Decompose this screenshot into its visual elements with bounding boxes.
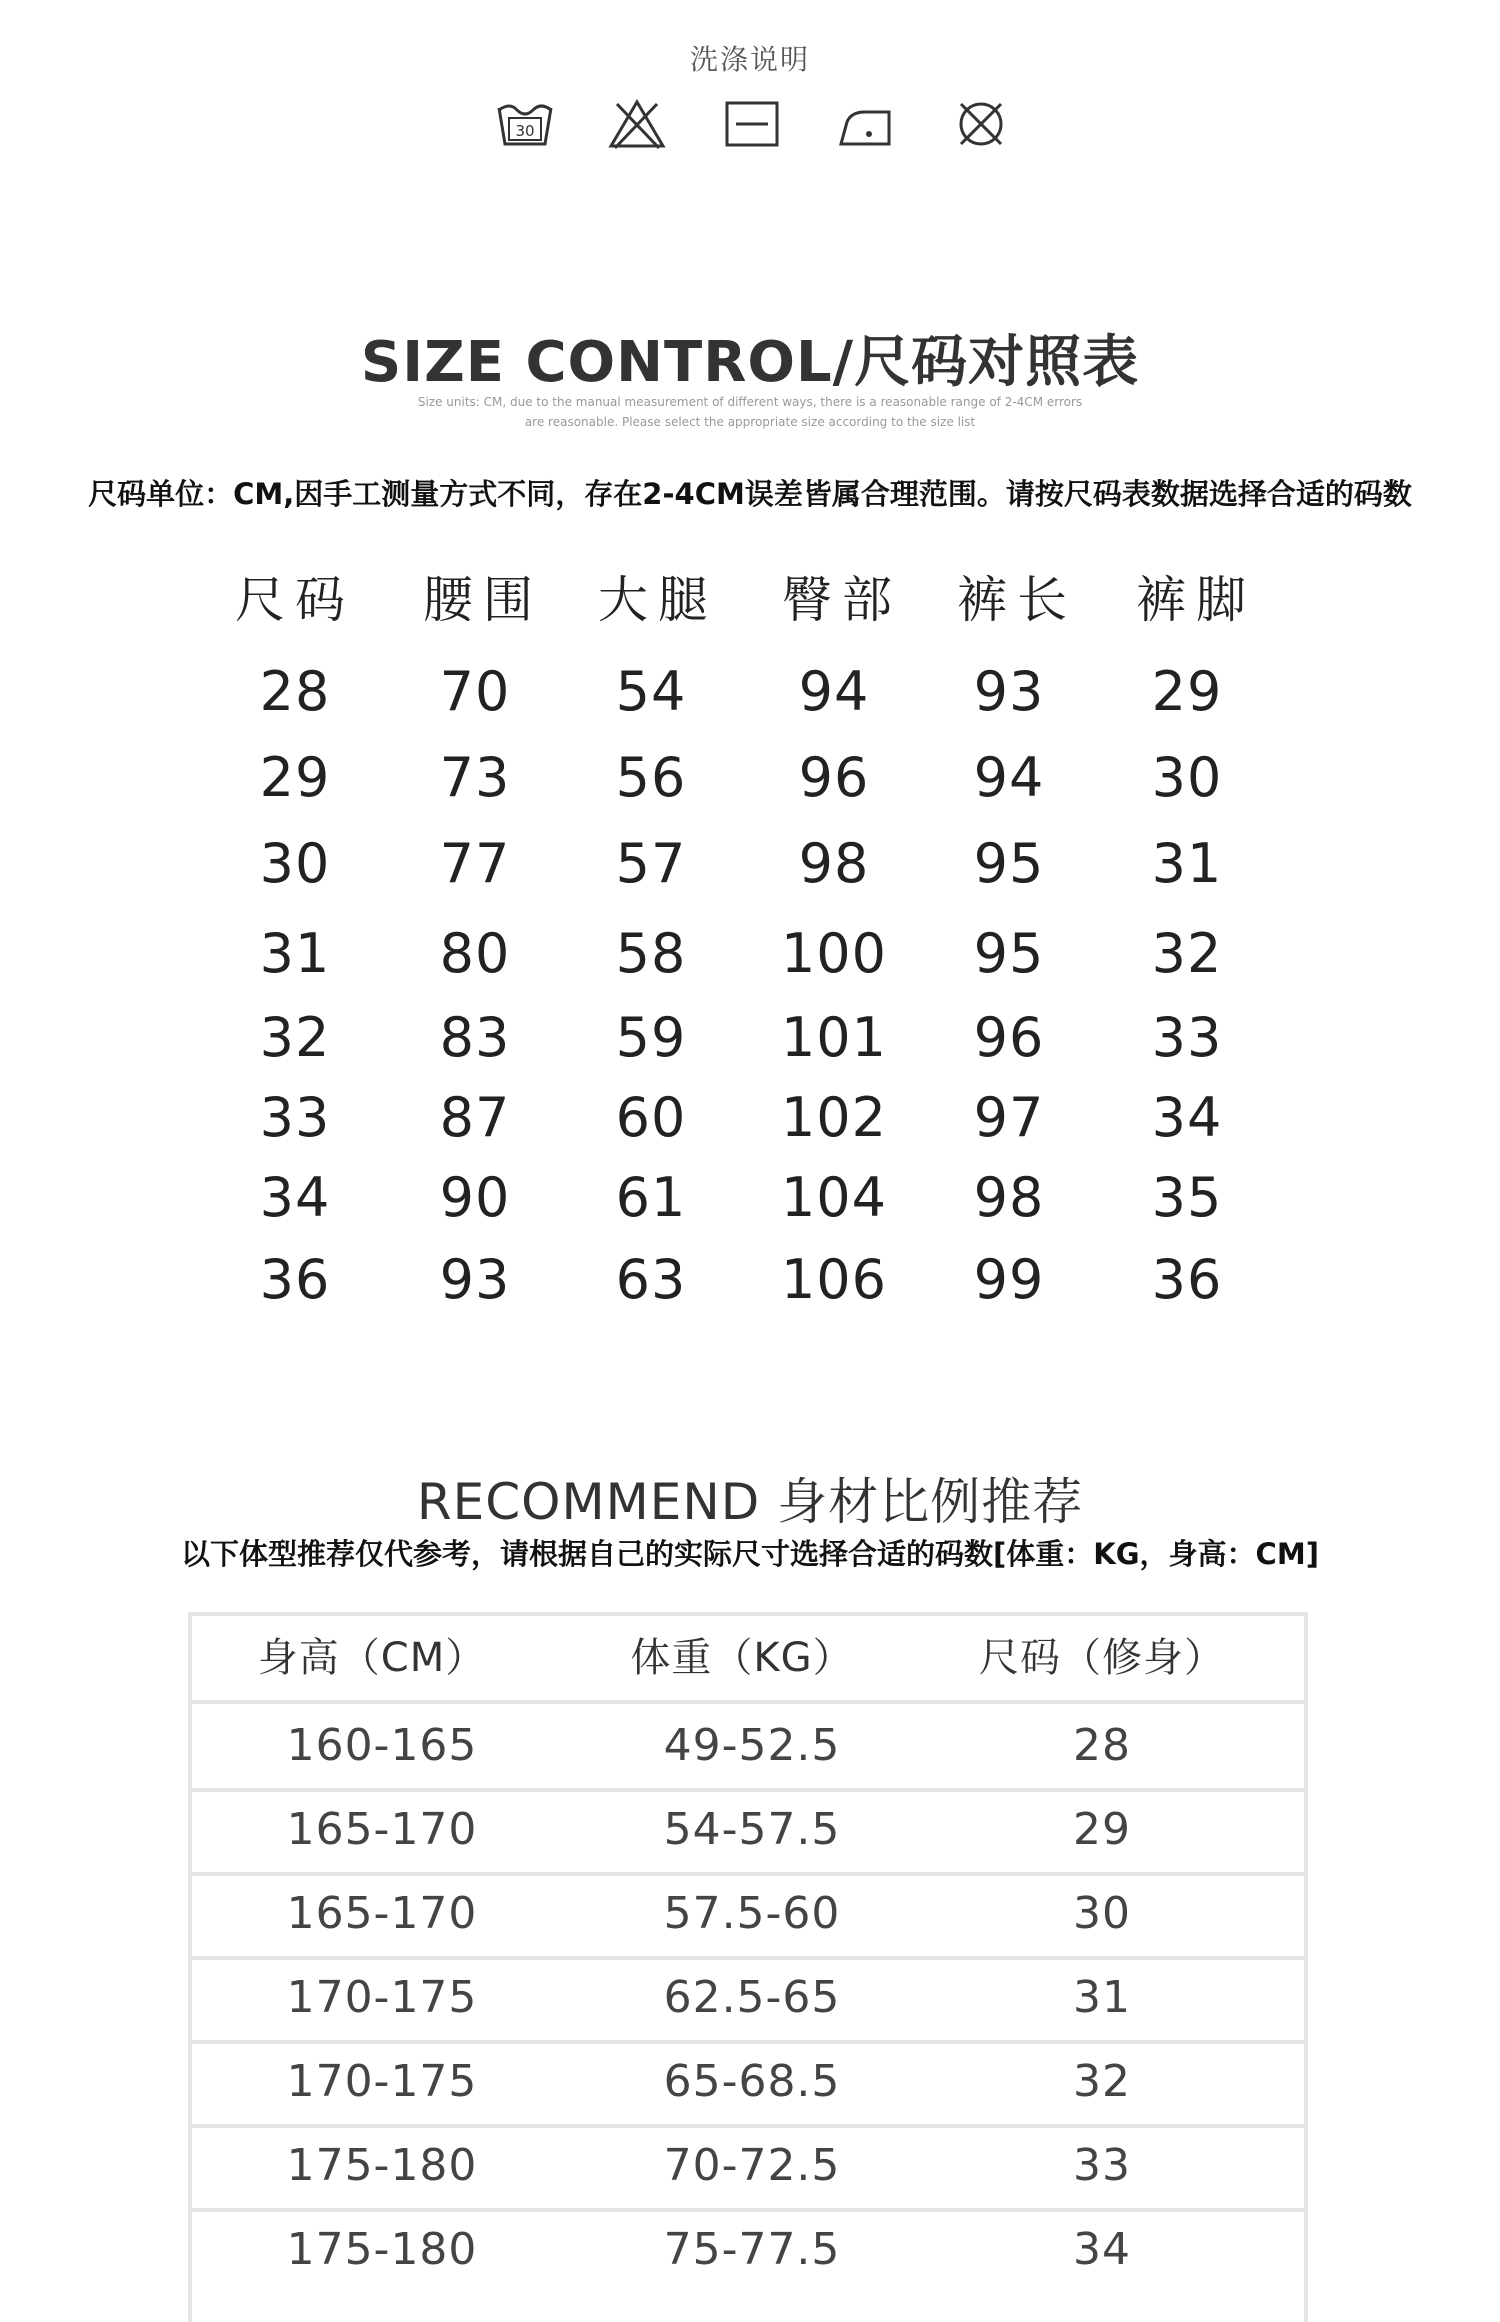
recommend-cell: 29	[1073, 1804, 1131, 1855]
recommend-cell: 175-180	[286, 2140, 478, 2191]
size-cell: 73	[439, 746, 511, 809]
table-row	[192, 1956, 1304, 2044]
recommend-header-height: 身高（CM）	[257, 1635, 487, 1681]
size-header-size: 尺码	[235, 571, 355, 629]
no-dry-clean-icon	[951, 98, 1011, 150]
recommend-cell: 75-77.5	[663, 2224, 841, 2275]
size-cell: 32	[1151, 922, 1223, 985]
size-cell: 34	[259, 1166, 331, 1229]
size-cell: 90	[439, 1166, 511, 1229]
size-cell: 28	[259, 660, 331, 723]
no-bleach-icon	[607, 98, 667, 150]
size-header-thigh: 大腿	[598, 571, 718, 629]
size-cell: 36	[259, 1248, 331, 1311]
size-header-hem: 裤脚	[1136, 571, 1256, 629]
size-unit-note: 尺码单位：CM,因手工测量方式不同，存在2-4CM误差皆属合理范围。请按尺码表数据选择合适的码数	[88, 477, 1412, 511]
size-cell: 30	[259, 832, 331, 895]
recommend-cell: 160-165	[286, 1720, 478, 1771]
recommend-cell: 54-57.5	[663, 1804, 841, 1855]
subnote-line-1: Size units: CM, due to the manual measurement of different ways, there is a reasonable range of 2-4CM errors	[417, 395, 1083, 409]
size-cell: 60	[615, 1086, 687, 1149]
recommend-title: RECOMMEND 身材比例推荐	[416, 1473, 1084, 1531]
size-cell: 94	[973, 746, 1045, 809]
dry-flat-icon	[722, 98, 782, 150]
size-cell: 36	[1151, 1248, 1223, 1311]
recommend-cell: 28	[1073, 1720, 1131, 1771]
care-title: 洗涤说明	[689, 43, 810, 76]
size-header-length: 裤长	[957, 571, 1077, 629]
size-cell: 31	[1151, 832, 1223, 895]
recommend-cell: 70-72.5	[663, 2140, 841, 2191]
recommend-cell: 65-68.5	[663, 2056, 841, 2107]
recommend-header-weight: 体重（KG）	[630, 1635, 854, 1681]
iron-low-icon	[837, 98, 897, 150]
table-row	[192, 1704, 1304, 1792]
size-cell: 33	[259, 1086, 331, 1149]
care-icons	[495, 98, 1015, 158]
recommend-note: 以下体型推荐仅代参考，请根据自己的实际尺寸选择合适的码数[体重：KG，身高：CM]	[181, 1537, 1319, 1571]
recommend-header-row	[192, 1616, 1304, 1704]
size-cell: 93	[439, 1248, 511, 1311]
size-cell: 96	[798, 746, 870, 809]
size-header-hip: 臀部	[782, 571, 902, 629]
size-cell: 59	[615, 1006, 687, 1069]
size-cell: 104	[780, 1166, 888, 1229]
size-cell: 93	[973, 660, 1045, 723]
size-cell: 95	[973, 832, 1045, 895]
table-row	[192, 2208, 1304, 2292]
table-row	[192, 2124, 1304, 2212]
size-cell: 56	[615, 746, 687, 809]
size-cell: 102	[780, 1086, 888, 1149]
size-cell: 97	[973, 1086, 1045, 1149]
size-cell: 95	[973, 922, 1045, 985]
size-cell: 80	[439, 922, 511, 985]
size-cell: 87	[439, 1086, 511, 1149]
size-table	[0, 560, 1500, 1320]
recommend-cell: 165-170	[286, 1804, 478, 1855]
size-cell: 58	[615, 922, 687, 985]
size-cell: 33	[1151, 1006, 1223, 1069]
size-cell: 54	[615, 660, 687, 723]
recommend-cell: 170-175	[286, 1972, 478, 2023]
table-row	[192, 2040, 1304, 2128]
svg-text:30: 30	[515, 122, 535, 140]
size-cell: 34	[1151, 1086, 1223, 1149]
size-cell: 83	[439, 1006, 511, 1069]
size-cell: 99	[973, 1248, 1045, 1311]
size-cell: 98	[798, 832, 870, 895]
size-cell: 96	[973, 1006, 1045, 1069]
size-cell: 29	[1151, 660, 1223, 723]
size-cell: 31	[259, 922, 331, 985]
recommend-table	[188, 1612, 1308, 2322]
recommend-cell: 165-170	[286, 1888, 478, 1939]
size-cell: 29	[259, 746, 331, 809]
recommend-cell: 30	[1073, 1888, 1131, 1939]
table-row	[192, 1788, 1304, 1876]
size-cell: 35	[1151, 1166, 1223, 1229]
recommend-cell: 62.5-65	[663, 1972, 841, 2023]
size-cell: 101	[780, 1006, 888, 1069]
size-cell: 100	[780, 922, 888, 985]
size-cell: 63	[615, 1248, 687, 1311]
size-header-waist: 腰围	[423, 571, 543, 629]
recommend-header-size: 尺码（修身）	[979, 1635, 1225, 1681]
recommend-cell: 32	[1073, 2056, 1131, 2107]
size-cell: 98	[973, 1166, 1045, 1229]
table-row	[192, 1872, 1304, 1960]
recommend-cell: 175-180	[286, 2224, 478, 2275]
size-cell: 61	[615, 1166, 687, 1229]
size-cell: 32	[259, 1006, 331, 1069]
subnote-line-2: are reasonable. Please select the appropriate size according to the size list	[524, 415, 976, 429]
recommend-cell: 33	[1073, 2140, 1131, 2191]
size-control-title: SIZE CONTROL/尺码对照表	[360, 330, 1140, 395]
recommend-cell: 170-175	[286, 2056, 478, 2107]
size-cell: 30	[1151, 746, 1223, 809]
size-cell: 77	[439, 832, 511, 895]
recommend-cell: 57.5-60	[663, 1888, 841, 1939]
size-cell: 57	[615, 832, 687, 895]
size-cell: 106	[780, 1248, 888, 1311]
size-control-subnote	[0, 392, 1500, 432]
size-cell: 70	[439, 660, 511, 723]
recommend-cell: 31	[1073, 1972, 1131, 2023]
recommend-cell: 34	[1073, 2224, 1131, 2275]
recommend-cell: 49-52.5	[663, 1720, 841, 1771]
size-cell: 94	[798, 660, 870, 723]
wash-30-icon	[495, 98, 555, 150]
